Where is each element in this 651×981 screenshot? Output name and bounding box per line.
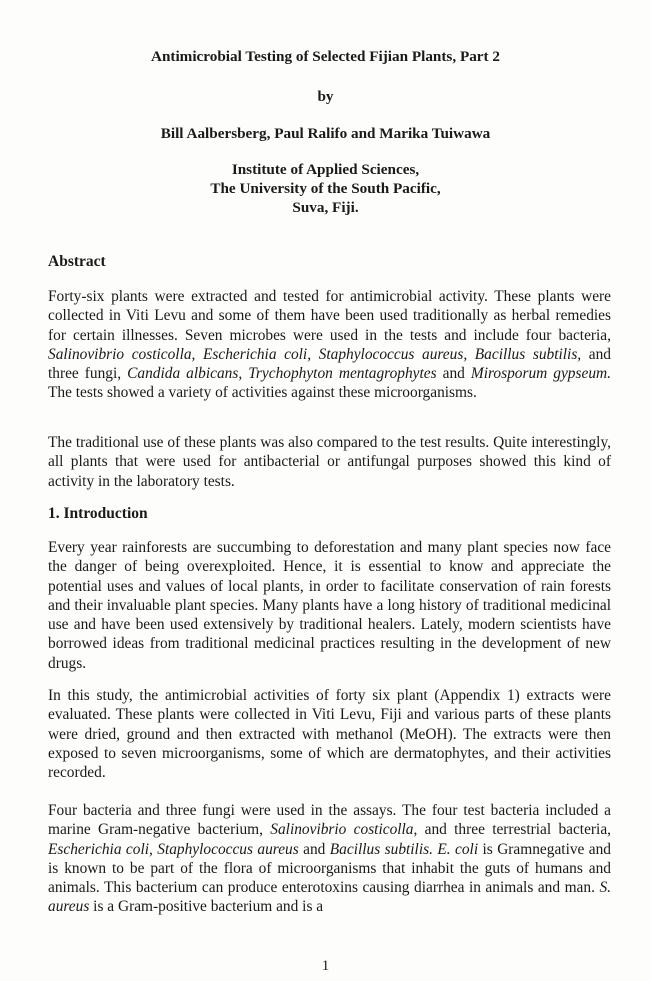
text-span: and xyxy=(298,840,330,858)
species-names: Candida albicans, Trychophyton mentagrophytes xyxy=(127,365,437,383)
affiliation xyxy=(0,160,651,217)
authors: Bill Aalbersberg, Paul Ralifo and Marika Tuiwawa xyxy=(160,125,491,142)
text-span: Four bacteria and three fungi were used in the assays. The four test bacteria included a marine Gram-negative bacterium, xyxy=(48,802,611,839)
page-number: 1 xyxy=(321,958,330,974)
species-names: S. aureus xyxy=(48,879,611,916)
affiliation-line: Institute of Applied Sciences, xyxy=(231,161,420,178)
intro-paragraph-3 xyxy=(48,801,611,917)
affiliation-line: Suva, Fiji. xyxy=(292,199,359,216)
species-names: Escherichia coli, Staphylococcus aureus xyxy=(48,840,299,858)
species-names: Mirosporum gypseum. xyxy=(470,365,611,383)
text-span: and xyxy=(436,365,471,383)
text-span: Forty-six plants were extracted and tested for antimicrobial activity. These plants were collected in Viti Levu and some of them have been used traditionally as herbal remedies for certain illnesses. Seven microbes were used in the tests and include four bacteria, xyxy=(48,288,611,344)
text-span: is Gramnegative and is known to be part of the flora of microorganisms that inhabit the guts of humans and animals. This bacterium can produce enterotoxins causing diarrhea in animals and man. xyxy=(48,840,611,897)
introduction-heading: 1. Introduction xyxy=(48,505,148,522)
text-span: The tests showed a variety of activities against these microorganisms. xyxy=(48,384,477,402)
abstract-paragraph-2: The traditional use of these plants was also compared to the test results. Quite interestingly, all plants that were used for antibacterial or antifungal purposes showed this kind of activity in the laboratory tests. xyxy=(48,434,611,490)
species-names: Bacillus subtilis. E. coli xyxy=(329,840,479,858)
species-names: Salinovibrio costicolla xyxy=(270,821,414,839)
abstract-paragraph-1 xyxy=(48,287,611,403)
text-span: is a Gram-positive bacterium and is a xyxy=(89,898,324,916)
text-span: and three fungi, xyxy=(48,345,611,383)
affiliation-line: The University of the South Pacific, xyxy=(210,180,441,197)
abstract-heading: Abstract xyxy=(48,253,106,270)
paper-title: Antimicrobial Testing of Selected Fijian Plants, Part 2 xyxy=(150,48,500,65)
text-span: , and three terrestrial bacteria, xyxy=(413,821,611,839)
species-names: Salinovibrio costicolla, Escherichia coli, Staphylococcus aureus, Bacillus subtilis, xyxy=(48,345,582,363)
intro-paragraph-1: Every year rainforests are succumbing to deforestation and many plant species now face the danger of being overexploited. Hence, it is essential to know and appreciate the potential uses and values of local plants, in order to facilitate conservation of rain forests and their invaluable plant species. Many plants have a long history of traditional medicinal use and have been used extensively by traditional healers. Lately, modern scientists have borrowed ideas from traditional medicinal practices resulting in the development of new drugs. xyxy=(48,539,611,672)
by-line: by xyxy=(317,88,334,105)
intro-paragraph-2: In this study, the antimicrobial activities of forty six plant (Appendix 1) extracts were evaluated. These plants were collected in Viti Levu, Fiji and various parts of these plants were dried, ground and then extracted with methanol (MeOH). The extracts were then exposed to seven microorganisms, some of which are dermatophytes, and their activities recorded. xyxy=(48,687,611,782)
